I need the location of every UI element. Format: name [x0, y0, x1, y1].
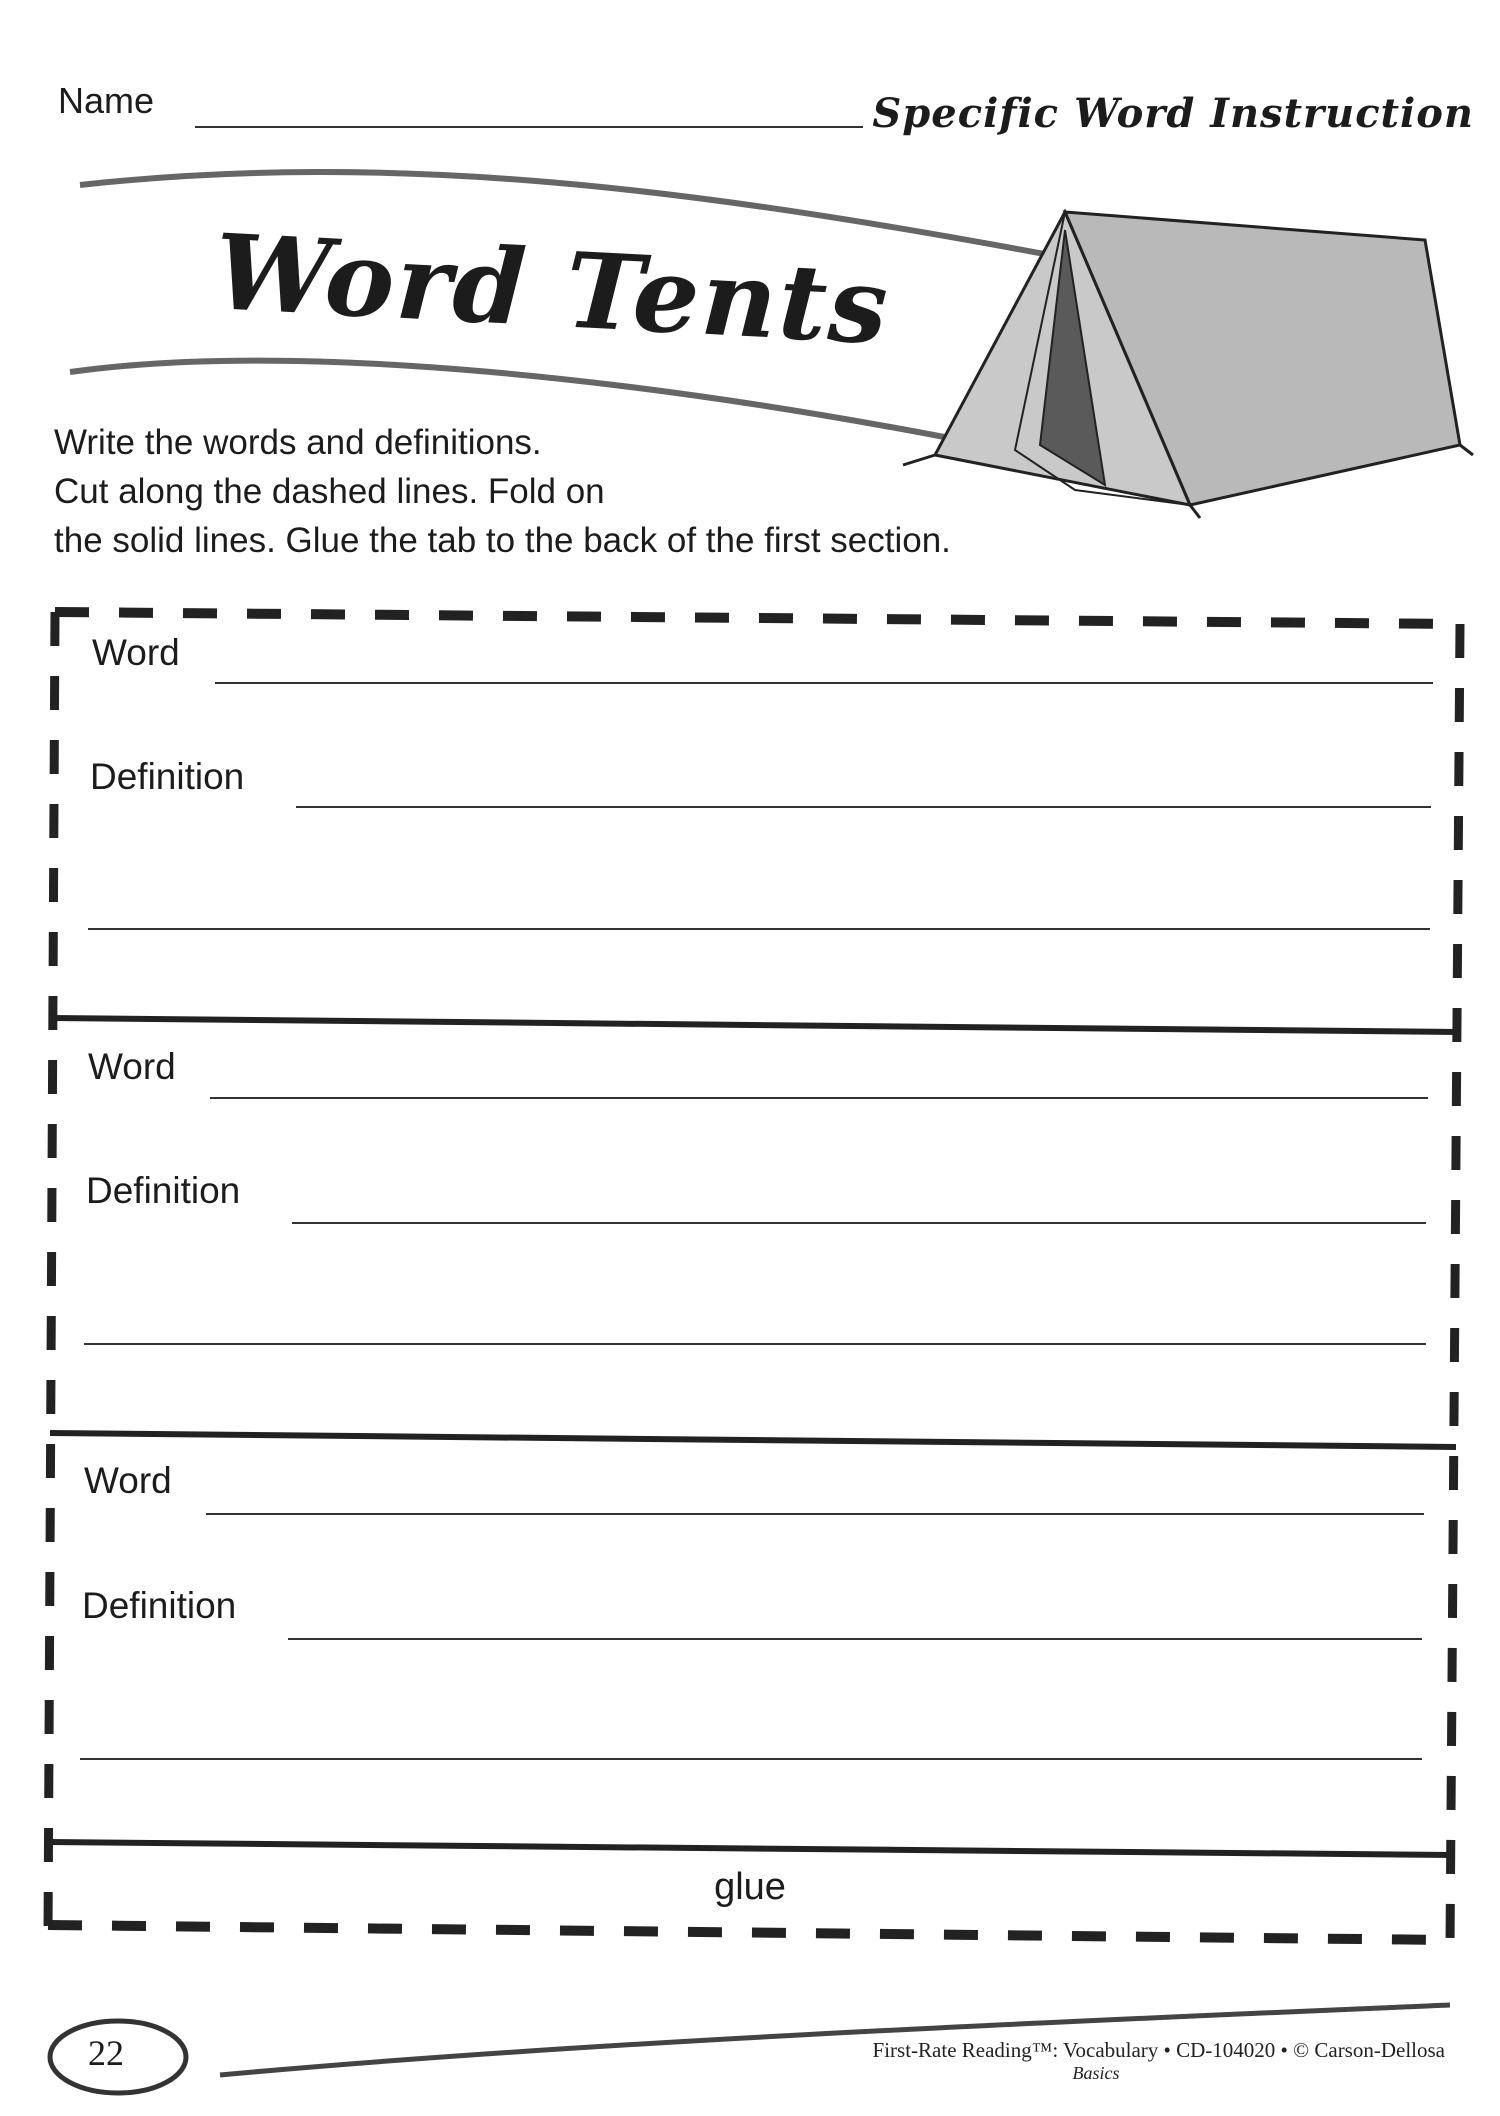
category-label: Specific Word Instruction: [872, 90, 1474, 137]
word-label: Word: [92, 632, 180, 673]
definition-label: Definition: [90, 756, 245, 797]
word-label: Word: [88, 1046, 176, 1087]
definition-label: Definition: [86, 1170, 241, 1211]
name-label: Name: [58, 80, 155, 121]
instruction-line: the solid lines. Glue the tab to the back of the first section.: [54, 521, 951, 560]
glue-label: glue: [714, 1866, 786, 1908]
credit-text: First-Rate Reading™: Vocabulary • CD-104020 • © Carson-Dellosa: [872, 2038, 1445, 2062]
page-number: 22: [88, 2033, 124, 2073]
page-title: Word Tents: [211, 210, 893, 369]
footer-credit: [873, 2038, 1445, 2084]
instruction-line: Cut along the dashed lines. Fold on: [54, 472, 605, 511]
word-label: Word: [84, 1460, 172, 1501]
instruction-line: Write the words and definitions.: [54, 423, 542, 462]
credit-sub: Basics: [1072, 2063, 1120, 2083]
definition-label: Definition: [82, 1585, 237, 1626]
